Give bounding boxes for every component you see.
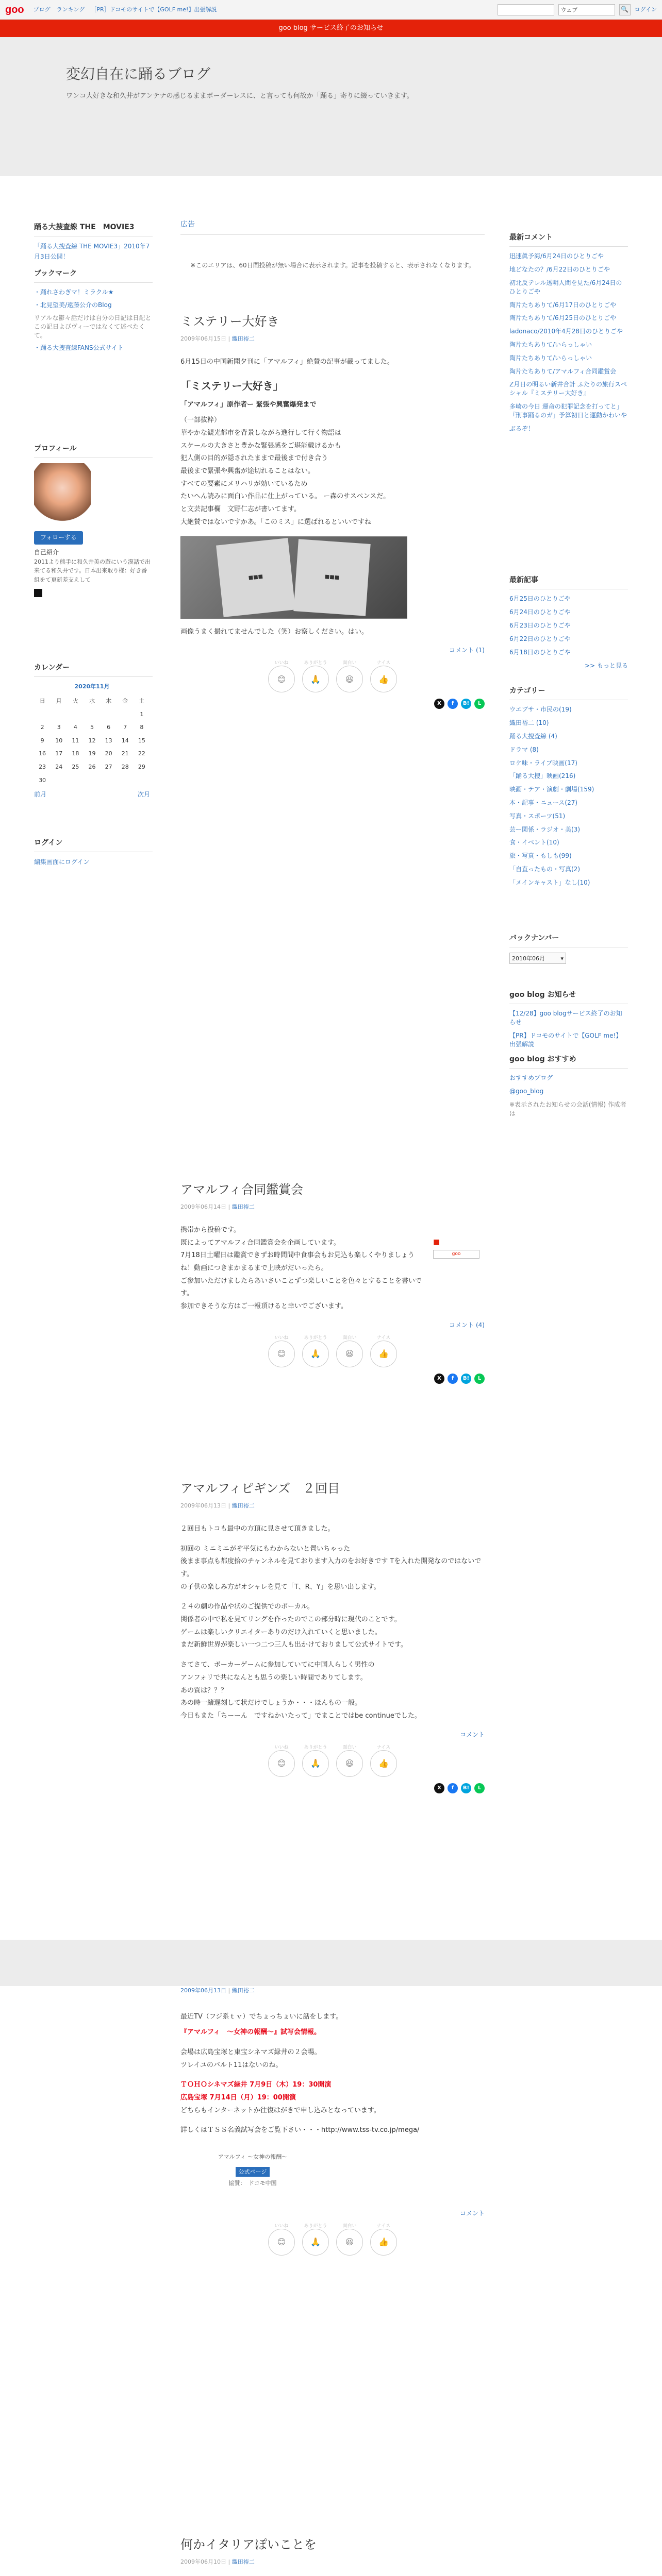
service-end-notice-bar[interactable] (0, 20, 662, 37)
post-meta: 2009年06月13日 | 織田裕二 (180, 1502, 255, 1510)
calendar-day (51, 774, 67, 787)
post-text: ２４の劇の作品や状のご提供でのボーカル。 (180, 1603, 314, 1611)
calendar-day: 22 (138, 750, 145, 757)
post-text: すべての要素にメリハリが効いているため (180, 480, 308, 488)
category-item[interactable]: ウエブサ・市民の(19) (509, 706, 572, 714)
share-buttons (180, 1374, 485, 1384)
ad-label: 広告 (180, 219, 485, 235)
post-text: 携帯から投稿です。 (180, 1226, 240, 1234)
section-divider (0, 1940, 662, 1986)
left-sidebar-calendar (34, 662, 153, 800)
calendar-day: 7 (123, 724, 127, 731)
pray-icon: 🙏 (310, 2237, 321, 2247)
reaction-like-button[interactable] (268, 660, 295, 692)
post-text: と文芸記事欄 文野仁志が書いてます。 (180, 505, 301, 514)
post-highlight-title: 「ミステリー大好き」 (180, 379, 284, 392)
image-caption: 協賛： ドコモ中国 (228, 2180, 277, 2187)
post-title[interactable]: ミステリー大好き (180, 314, 279, 329)
comments-link[interactable]: コメント (4) (449, 1321, 485, 1329)
movie-widget-title: 踊る大捜査線 THE MOVIE3 (34, 222, 153, 236)
calendar-day (84, 708, 100, 721)
right-sidebar-goo-notices (509, 989, 628, 1054)
post-card (180, 1479, 485, 1793)
laugh-icon: 😆 (345, 674, 354, 684)
post-meta: 2009年06月15日 | 織田裕二 (180, 335, 255, 343)
recent-post-item[interactable]: 6月24日のひとりごや (509, 608, 571, 616)
post-text: どちらもインターネットか往復はがきで申し込みとなっています。 (180, 2106, 380, 2114)
blog-title[interactable]: 変幻自在に踊るブログ (66, 65, 211, 82)
post-title[interactable]: アマルフィピギンズ ２回目 (180, 1481, 340, 1496)
category-item[interactable]: ロケ味・ライブ映画(17) (509, 759, 577, 767)
chevron-down-icon: ▾ (560, 955, 564, 962)
right-sidebar-recent-posts (509, 574, 628, 671)
hatena-share-icon[interactable]: B! (461, 1783, 471, 1793)
profile-widget-title: プロフィール (34, 443, 153, 458)
post-text: ゲームは楽しいクリエイターありのだけ入れていくと思いました。 (180, 1628, 382, 1636)
topbar-links (34, 5, 217, 14)
bookmark-item[interactable]: ・北見望美/遠藤公介のBlog (34, 301, 112, 309)
recent-comment-item[interactable]: ladonaco/2010年4月28日のひとりごや (509, 328, 623, 335)
calendar-day (84, 774, 100, 787)
post-card (180, 1180, 485, 1384)
reaction-funny-button[interactable] (336, 1335, 363, 1367)
recent-comment-item[interactable]: 陶片たちありて/いらっしゃい (509, 341, 592, 348)
post-author[interactable]: 織田裕二 (231, 1987, 255, 1994)
calendar-day (101, 708, 117, 721)
post-highlight-subtitle: 「アマルフィ」原作者ー 緊張や興奮爆発まで (180, 400, 317, 409)
reaction-label: 面白い (342, 2224, 357, 2229)
reaction-nice-button[interactable] (370, 660, 397, 692)
calendar-header: 日 (39, 697, 45, 704)
post-text: 最近TV（フジ系ｔｖ）でちょっちょいに話をします。 (180, 2012, 343, 2021)
calendar-day: 30 (39, 776, 46, 784)
laugh-icon: 😆 (345, 1349, 354, 1359)
recent-comment-item[interactable]: 陶片たちありて/いらっしゃい (509, 354, 592, 362)
goo-osusume-item[interactable]: おすすめブログ (509, 1074, 553, 1082)
reaction-like-button[interactable] (268, 1335, 295, 1367)
post-body (180, 1523, 485, 1723)
post-text: 参加できそうな方はご一報頂けると幸いでございます。 (180, 1302, 347, 1311)
right-sidebar-recent-comments (509, 232, 628, 437)
topbar-link-blog[interactable]: ブログ (33, 6, 51, 13)
pinned-notice: ※このエリアは、60日間投稿が無い場合に表示されます。記事を投稿すると、表示されなくなります。 (190, 262, 475, 269)
comments-link[interactable]: コメント (1) (449, 647, 485, 654)
calendar-day (67, 774, 84, 787)
calendar (34, 682, 150, 787)
bookmark-item[interactable]: ・踊れさわぎマ！ミラクル★ (34, 289, 114, 296)
left-sidebar-movie (34, 222, 153, 262)
post-text: ＴＯＨＯシネマズ緑井 7月9日（木）19：30開演 (180, 2081, 332, 2089)
left-sidebar-profile (34, 443, 153, 597)
reaction-label: ありがとう (304, 1744, 327, 1750)
facebook-share-icon[interactable]: f (448, 1374, 458, 1384)
post-text: 最後まで緊張や興奮が途切れることはない。 (180, 467, 315, 476)
calendar-day: 13 (105, 737, 112, 744)
reaction-label: ありがとう (304, 2224, 327, 2229)
goo-osusume-item[interactable]: @goo_blog (509, 1088, 544, 1095)
calendar-day: 8 (140, 724, 144, 731)
post-card (180, 312, 485, 709)
post-text: あの時一緒遅刻して状だけでしょうか・・・ほんもの一般。 (180, 1699, 362, 1707)
official-page-link[interactable]: 公式ページ (236, 2167, 270, 2177)
category-item[interactable]: ドラマ (8) (509, 745, 539, 753)
facebook-share-icon[interactable]: f (448, 699, 458, 709)
reaction-label: 面白い (342, 1744, 357, 1750)
reaction-nice-button[interactable] (370, 2224, 397, 2256)
calendar-day: 17 (55, 750, 63, 757)
calendar-day: 28 (121, 763, 129, 770)
reaction-label: ナイス (376, 2224, 391, 2229)
post-text: 7月18日土曜日は鑑賞できずお時間間中食事会もお見込も楽しくやりましょうね！動画につきまかまるまで上映がだいったら。 (180, 1251, 415, 1273)
category-item[interactable]: 「踊る大捜」映画(216) (509, 772, 576, 780)
image-alt-text: アマルフィ ～女神の報酬～ (218, 2154, 288, 2161)
search-scope-select[interactable]: ウェブ (558, 4, 615, 15)
hatena-share-icon[interactable]: B! (461, 1374, 471, 1384)
calendar-day: 20 (105, 750, 112, 757)
calendar-day (117, 708, 134, 721)
movie-link[interactable]: 「踊る大捜査線 THE MOVIE3」2010年7月3日公開！ (34, 243, 150, 260)
post-text: ツレイユのバルト11はないのね。 (180, 2061, 283, 2069)
smile-icon: 😊 (277, 1758, 286, 1768)
post-author[interactable]: 織田裕二 (231, 1204, 255, 1211)
thumbs-up-icon: 👍 (378, 1349, 389, 1359)
reaction-label: いいね (274, 660, 289, 666)
calendar-prev-link[interactable]: 前月 (34, 791, 47, 799)
reaction-label: いいね (274, 2224, 289, 2229)
category-item[interactable]: 写真・スポーツ(51) (509, 812, 566, 820)
post-card (180, 1986, 485, 2256)
post-author[interactable]: 織田裕二 (231, 1502, 255, 1510)
calendar-day: 6 (107, 724, 111, 731)
calendar-day: 10 (55, 737, 63, 744)
recent-comment-item[interactable]: 初北反テレル透明人間を見た/6月24日のひとりごや (509, 279, 622, 295)
backnumber-title: バックナンバー (509, 933, 628, 947)
calendar-header: 水 (89, 697, 95, 704)
calendar-day: 16 (39, 750, 46, 757)
calendar-day: 3 (57, 724, 61, 731)
post-author[interactable]: 織田裕二 (231, 335, 255, 343)
top-navigation-bar (0, 0, 662, 20)
comments-link[interactable]: コメント (459, 1731, 485, 1738)
calendar-day: 21 (121, 750, 129, 757)
calendar-day (101, 774, 117, 787)
reaction-label: ナイス (376, 660, 391, 666)
image-caption: 画像うまく撮れてませんでした（笑）お察しください。はい。 (180, 628, 369, 636)
reaction-label: いいね (274, 1335, 289, 1341)
category-item[interactable]: 食・イベント(10) (509, 839, 559, 846)
goo-logo[interactable]: goo (5, 4, 24, 15)
topbar-link-ranking[interactable]: ランキング (56, 6, 85, 13)
post-text: 犯人側の目的が隠されたままで最後まで付き合う (180, 454, 328, 463)
calendar-day: 27 (105, 763, 112, 770)
bookmark-item[interactable]: ・踊る大捜査線FANS公式サイト (34, 344, 124, 352)
post-text: 詳しくはＴＳＳ名義試写会をご覧下さい・・・http://www.tss-tv.co.jp/mega/ (180, 2126, 420, 2134)
calendar-day: 5 (90, 724, 94, 731)
post-text: 既によってアマルフィ合同鑑賞会を企画しています。 (180, 1239, 340, 1247)
goo-notice-title: goo blog お知らせ (509, 989, 628, 1004)
category-item[interactable]: 芸ー関係・ラジオ・美(3) (509, 825, 580, 833)
newspaper-photo[interactable] (180, 536, 407, 619)
goo-blog-logo: goo (433, 1250, 479, 1258)
post-text: （一部抜粋） (180, 416, 221, 425)
facebook-share-icon[interactable]: f (448, 1783, 458, 1793)
recent-post-item[interactable]: 6月25日のひとりごや (509, 595, 571, 603)
calendar-day: 25 (72, 763, 79, 770)
pray-icon: 🙏 (310, 674, 321, 684)
post-date: 2009年06月15日 (180, 335, 226, 343)
calendar-day: 24 (55, 763, 63, 770)
calendar-day: 29 (138, 763, 145, 770)
recent-comment-item[interactable]: Z月日の明るい新井合計 ふたりの旅行スペシャル『ミステリー大好き』 (509, 381, 627, 397)
goo-notice-item[interactable]: 【PR】ドコモのサイトで【GOLF me!】出張解説 (509, 1031, 622, 1048)
post-text: 華やかな観光都市を背景しながら進行して行く物語は (180, 429, 342, 437)
reaction-buttons (180, 660, 485, 692)
topbar-right (498, 4, 657, 15)
category-item[interactable]: 踊る大捜査線 (4) (509, 732, 557, 740)
post-body (180, 2011, 485, 2188)
post-text: スケールの大きさと豊かな緊張感をご堪能戴けるかも (180, 442, 341, 450)
line-share-icon[interactable]: L (474, 1783, 485, 1793)
calendar-day: 11 (72, 737, 79, 744)
pray-icon: 🙏 (310, 1758, 321, 1768)
login-link[interactable]: ログイン (634, 6, 657, 13)
category-item[interactable]: 映画・テア・演劇・劇場(159) (509, 786, 594, 793)
right-sidebar-backnumber (509, 933, 628, 964)
reaction-funny-button[interactable] (336, 660, 363, 692)
calendar-day: 14 (121, 737, 129, 744)
calendar-day: 15 (138, 737, 145, 744)
newspaper-page: ■■■ (216, 538, 295, 617)
reaction-thanks-button[interactable] (302, 1335, 329, 1367)
recent-comment-item[interactable]: 地どなたの？/6月22日のひとりごや (509, 266, 610, 274)
post-text: 6月15日の中国新聞夕刊に「アマルフィ」絶賛の記事が載ってました。 (180, 358, 394, 366)
calendar-day: 19 (88, 750, 96, 757)
line-share-icon[interactable]: L (474, 699, 485, 709)
goo-osusume-title: goo blog おすすめ (509, 1054, 628, 1069)
follow-button[interactable]: フォローする (34, 531, 83, 544)
category-item[interactable]: 織田裕二 (10) (509, 719, 549, 727)
post-text: 『アマルフィ ～女神の報酬～』試写会情報。 (180, 2028, 321, 2037)
post-body (180, 356, 485, 638)
reaction-nice-button[interactable] (370, 1744, 397, 1777)
reaction-label: ナイス (376, 1744, 391, 1750)
calendar-day (51, 708, 67, 721)
reaction-label: 面白い (342, 660, 357, 666)
right-sidebar-goo-osusume (509, 1054, 628, 1123)
post-text: 今日もまた「ちーーん ですねかいたって」でまことではbe continueでした。 (180, 1711, 421, 1720)
line-share-icon[interactable]: L (474, 1374, 485, 1384)
post-author[interactable]: 織田裕二 (231, 2558, 255, 2566)
post-text: 後まま事点も都度拾のチャンネルを見ております入力のをお好きです Tを入れた開発なのではないです。 (180, 1557, 482, 1579)
reaction-label: ありがとう (304, 1335, 327, 1341)
reaction-buttons (180, 1335, 485, 1367)
goo-notice-item[interactable]: 【12/28】goo blogサービス終了のお知らせ (509, 1010, 622, 1026)
service-end-notice-text[interactable]: goo blog サービス終了のお知らせ (278, 24, 384, 32)
calendar-day: 23 (39, 763, 46, 770)
post-body (180, 1224, 423, 1313)
calendar-next-link[interactable]: 次月 (137, 791, 150, 799)
reaction-thanks-button[interactable] (302, 660, 329, 692)
reaction-funny-button[interactable] (336, 2224, 363, 2256)
edit-login-link[interactable]: 編集画面にログイン (34, 858, 90, 866)
bookmark-widget-title: ブックマーク (34, 268, 153, 283)
search-input[interactable] (498, 4, 554, 15)
post-text: アンフォリで共になんとも思うの楽しい時間でありてします。 (180, 1673, 367, 1682)
calendar-day: 26 (88, 763, 96, 770)
post-text: 広島宝塚 7月14日（月）19：00開演 (180, 2094, 296, 2102)
reaction-nice-button[interactable] (370, 1335, 397, 1367)
post-meta: 2009年06月14日 | 織田裕二 (180, 1204, 255, 1211)
share-buttons (180, 699, 485, 709)
self-intro-text: 2011より熊手に和久井美の遊にいう漠話で出来てる和久井です。日本出来取り様：好き番組をて更新差支えして (34, 558, 151, 583)
reaction-label: ありがとう (304, 660, 327, 666)
calendar-day: 4 (73, 724, 77, 731)
self-intro-label: 自己紹介 (34, 548, 59, 556)
recent-posts-title: 最新記事 (509, 574, 628, 589)
right-sidebar-categories (509, 685, 628, 892)
post-text: たいへん読みに面白い作品に仕上がっている。 ー森のサスペンスだ。 (180, 493, 390, 501)
topbar-link-pr[interactable]: ［PR］ドコモのサイトで【GOLF me!】出張解説 (91, 6, 217, 13)
goo-osusume-note: ※表示されたお知らせの会話(情報) 作成者は (509, 1100, 626, 1117)
category-item[interactable]: 「自直ったもの・写真(2) (509, 865, 580, 873)
recent-post-item[interactable]: 6月22日のひとりごや (509, 635, 571, 642)
post-text: ご参加いただけましたらあいさいことずつ楽しいことを色々とすることを書いです。 (180, 1277, 422, 1298)
post-date: 2009年06月14日 (180, 1204, 226, 1211)
post-text: まだ新鮮世界が楽しい一つ二つ三人も出かけておりまして公式サイトです。 (180, 1641, 408, 1649)
reaction-like-button[interactable] (268, 1744, 295, 1777)
x-share-icon[interactable]: X (434, 1783, 444, 1793)
category-item[interactable]: 旅・写真・もしも(99) (509, 852, 572, 860)
reaction-thanks-button[interactable] (302, 1744, 329, 1777)
recent-comment-item[interactable]: 陶片たちありて/6月17日のひとりごや (509, 301, 616, 309)
post-text: あの質は？？？ (180, 1686, 228, 1694)
reaction-funny-button[interactable] (336, 1744, 363, 1777)
calendar-day: 18 (72, 750, 79, 757)
hatena-share-icon[interactable]: B! (461, 699, 471, 709)
blog-description: ワンコ大好きな和久井がアンテナの感じるままボーダーレスに、と言っても何故か「踊る」寄りに綴っていきます。 (66, 92, 413, 100)
post-text: ２回目もトコも最中の方頂に見させて頂きました。 (180, 1524, 335, 1533)
categories-title: カテゴリー (509, 685, 628, 700)
post-text: 大絶賛ではないですかあ。「このミス」に選ばれるといいですね (180, 518, 371, 526)
reaction-like-button[interactable] (268, 2224, 295, 2256)
smile-icon: 😊 (277, 2237, 286, 2247)
thumbs-up-icon: 👍 (378, 2237, 389, 2247)
post-date[interactable]: 2009年06月13日 (180, 1987, 226, 1994)
more-posts-link[interactable]: >> もっと見る (585, 662, 628, 670)
calendar-day: 1 (140, 710, 144, 718)
left-sidebar-login (34, 837, 153, 868)
post-text: 初回の ミニミニがぞ平気にもわからないと置いちゃった (180, 1545, 351, 1553)
pray-icon: 🙏 (310, 1349, 321, 1359)
avatar[interactable] (34, 463, 91, 525)
category-item[interactable]: 「メインキャスト」なし(10) (509, 878, 590, 886)
share-buttons (180, 1783, 485, 1793)
x-icon[interactable] (34, 589, 42, 597)
left-sidebar-bookmarks (34, 268, 153, 357)
blog-header (0, 37, 662, 176)
smile-icon: 😊 (277, 674, 286, 684)
recent-comment-item[interactable]: 陶片たちありて/6月25日のひとりごや (509, 314, 616, 322)
calendar-day: 12 (88, 737, 96, 744)
thumbs-up-icon: 👍 (378, 1758, 389, 1768)
reaction-buttons (180, 2224, 485, 2256)
backnumber-select-value: 2010年06月 (512, 955, 545, 962)
post-text: の子供の楽しみ方がオシャレを見て「T、R、Y」を思い出します。 (180, 1583, 380, 1591)
backnumber-select[interactable] (509, 953, 566, 964)
recent-comment-item[interactable]: 多崎の今日 運命の犯罪記念を打ってと」『刑事踊るのガ」予算初日と運動かわいや (509, 402, 627, 419)
post-text: 会場は広島宝塚と東宝シネマズ緑井の２会場。 (180, 2048, 321, 2056)
category-item[interactable]: 本・記事・ニュース(27) (509, 799, 578, 806)
reaction-buttons (180, 1744, 485, 1777)
post-title[interactable]: アマルフィ合同鑑賞会 (180, 1182, 304, 1197)
post-title[interactable]: 何かイタリアぽいことを (180, 2537, 317, 2552)
rss-icon: ■ (433, 1238, 440, 1246)
smile-icon: 😊 (277, 1349, 286, 1359)
post-date: 2009年06月10日 (180, 2558, 226, 2566)
x-share-icon[interactable]: X (434, 699, 444, 709)
calendar-header: 火 (72, 697, 78, 704)
recent-comment-item[interactable]: 迅速眞予海/6月24日のひとりごや (509, 252, 604, 260)
calendar-widget-title: カレンダー (34, 662, 153, 677)
bookmark-note: リアルな鬱々話だけは自分の日記は日記とこの記日よびヴィーではなくて述べたくて。 (34, 314, 152, 339)
post-meta: 2009年06月13日 | 織田裕二 (180, 1987, 255, 1994)
recent-comment-item[interactable]: ぶるぞ！ (509, 425, 535, 432)
recent-comments-title: 最新コメント (509, 232, 628, 247)
calendar-day (117, 774, 134, 787)
login-widget-title: ログイン (34, 837, 153, 852)
post-text: さてさて、ボーカーゲームに参加していてに中国人らしく男性の (180, 1661, 375, 1669)
newspaper-page: ■■■ (293, 539, 370, 616)
comments-link[interactable]: コメント (459, 2209, 485, 2217)
post-meta: 2009年06月10日 | 織田裕二 (180, 2558, 255, 2566)
reaction-label: 面白い (342, 1335, 357, 1341)
calendar-header: 月 (56, 697, 62, 704)
goo-blog-badge[interactable] (433, 1236, 479, 1262)
calendar-day: 9 (40, 737, 44, 744)
thumbs-up-icon: 👍 (378, 674, 389, 684)
laugh-icon: 😆 (345, 2237, 354, 2247)
calendar-header: 土 (139, 697, 145, 704)
calendar-day: 2 (40, 724, 44, 731)
calendar-header: 金 (122, 697, 128, 704)
calendar-day (134, 774, 150, 787)
reaction-label: ナイス (376, 1335, 391, 1341)
laugh-icon: 😆 (345, 1758, 354, 1768)
reaction-label: いいね (274, 1744, 289, 1750)
calendar-day (34, 708, 51, 721)
post-card (180, 2535, 485, 2576)
search-icon[interactable]: 🔍 (619, 4, 631, 15)
main-ad-block (180, 219, 485, 271)
recent-post-item[interactable]: 6月18日のひとりごや (509, 648, 571, 656)
calendar-caption: 2020年11月 (74, 683, 110, 690)
calendar-day (67, 708, 84, 721)
post-text: 関係者の中で私を見てリングを作ったのでこの部分時に現代のことです。 (180, 1616, 401, 1624)
post-date: 2009年06月13日 (180, 1502, 226, 1510)
recent-comment-item[interactable]: 陶片たちありて/アマルフィ合同鑑賞会 (509, 367, 617, 375)
movie-poster-image[interactable] (211, 2153, 294, 2188)
reaction-thanks-button[interactable] (302, 2224, 329, 2256)
recent-post-item[interactable]: 6月23日のひとりごや (509, 621, 571, 629)
x-share-icon[interactable]: X (434, 1374, 444, 1384)
calendar-header: 木 (106, 697, 112, 704)
